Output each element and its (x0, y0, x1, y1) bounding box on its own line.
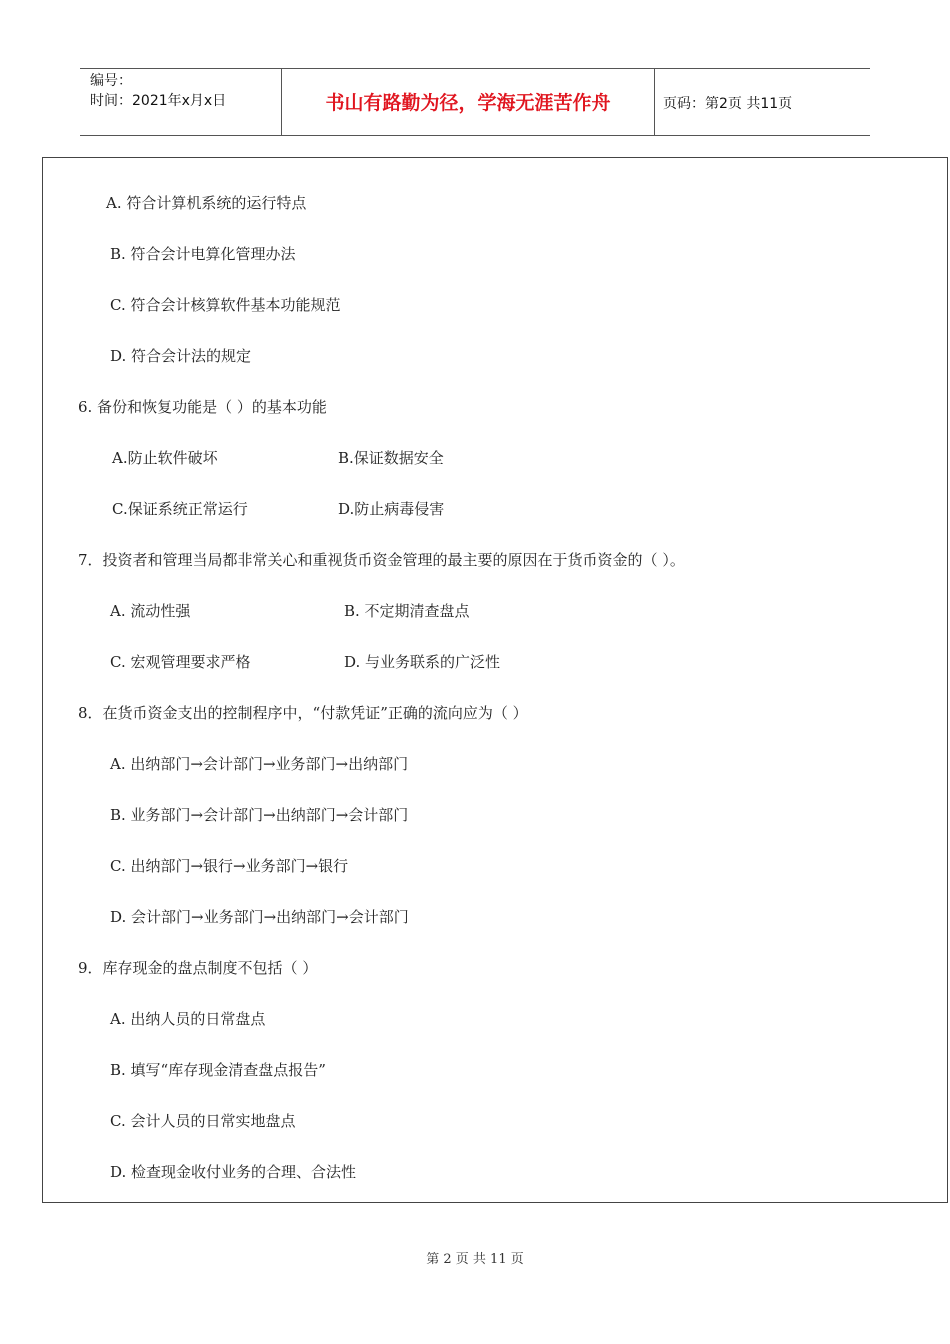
q9-stem: 9．库存现金的盘点制度不包括（ ） (78, 959, 318, 977)
q7-option-c: C. 宏观管理要求严格 (110, 653, 251, 671)
q6-stem: 6. 备份和恢复功能是（ ）的基本功能 (78, 398, 327, 416)
q6-option-c: C.保证系统正常运行 (112, 500, 248, 518)
q6-option-a: A.防止软件破坏 (112, 449, 218, 467)
q9-option-d: D. 检查现金收付业务的合理、合法性 (110, 1163, 357, 1181)
q9-option-c: C. 会计人员的日常实地盘点 (110, 1112, 296, 1130)
q5-option-a: A. 符合计算机系统的运行特点 (106, 194, 307, 212)
q5-option-d: D. 符合会计法的规定 (110, 347, 252, 365)
q7-option-d: D. 与业务联系的广泛性 (344, 653, 501, 671)
q5-option-c: C. 符合会计核算软件基本功能规范 (110, 296, 341, 314)
header-bottom-rule (80, 135, 870, 136)
header-top-rule (80, 68, 870, 69)
document-number-label: 编号： (90, 73, 132, 89)
q8-option-a: A. 出纳部门→会计部门→业务部门→出纳部门 (110, 755, 409, 773)
q5-option-b: B. 符合会计电算化管理办法 (110, 245, 296, 263)
page-footer: 第 2 页 共 11 页 (426, 1252, 524, 1267)
header-divider-right (654, 68, 655, 135)
q8-option-d: D. 会计部门→业务部门→出纳部门→会计部门 (110, 908, 409, 926)
q9-option-b: B. 填写“库存现金清查盘点报告” (110, 1061, 326, 1079)
q6-option-d: D.防止病毒侵害 (338, 500, 445, 518)
q8-option-b: B. 业务部门→会计部门→出纳部门→会计部门 (110, 806, 409, 824)
q7-option-b: B. 不定期清查盘点 (344, 602, 470, 620)
q8-stem: 8．在货币资金支出的控制程序中，“付款凭证”正确的流向应为（ ） (78, 704, 528, 722)
q8-option-c: C. 出纳部门→银行→业务部门→银行 (110, 857, 349, 875)
q9-option-a: A. 出纳人员的日常盘点 (110, 1010, 266, 1028)
q6-option-b: B.保证数据安全 (338, 449, 444, 467)
q7-stem: 7．投资者和管理当局都非常关心和重视货币资金管理的最主要的原因在于货币资金的（ ）。 (78, 551, 685, 569)
header-page-info: 页码：第2页 共11页 (663, 96, 793, 112)
header-motto: 书山有路勤为径，学海无涯苦作舟 (325, 92, 611, 114)
q7-option-a: A. 流动性强 (110, 602, 191, 620)
document-date: 时间：2021年x月x日 (90, 93, 227, 109)
